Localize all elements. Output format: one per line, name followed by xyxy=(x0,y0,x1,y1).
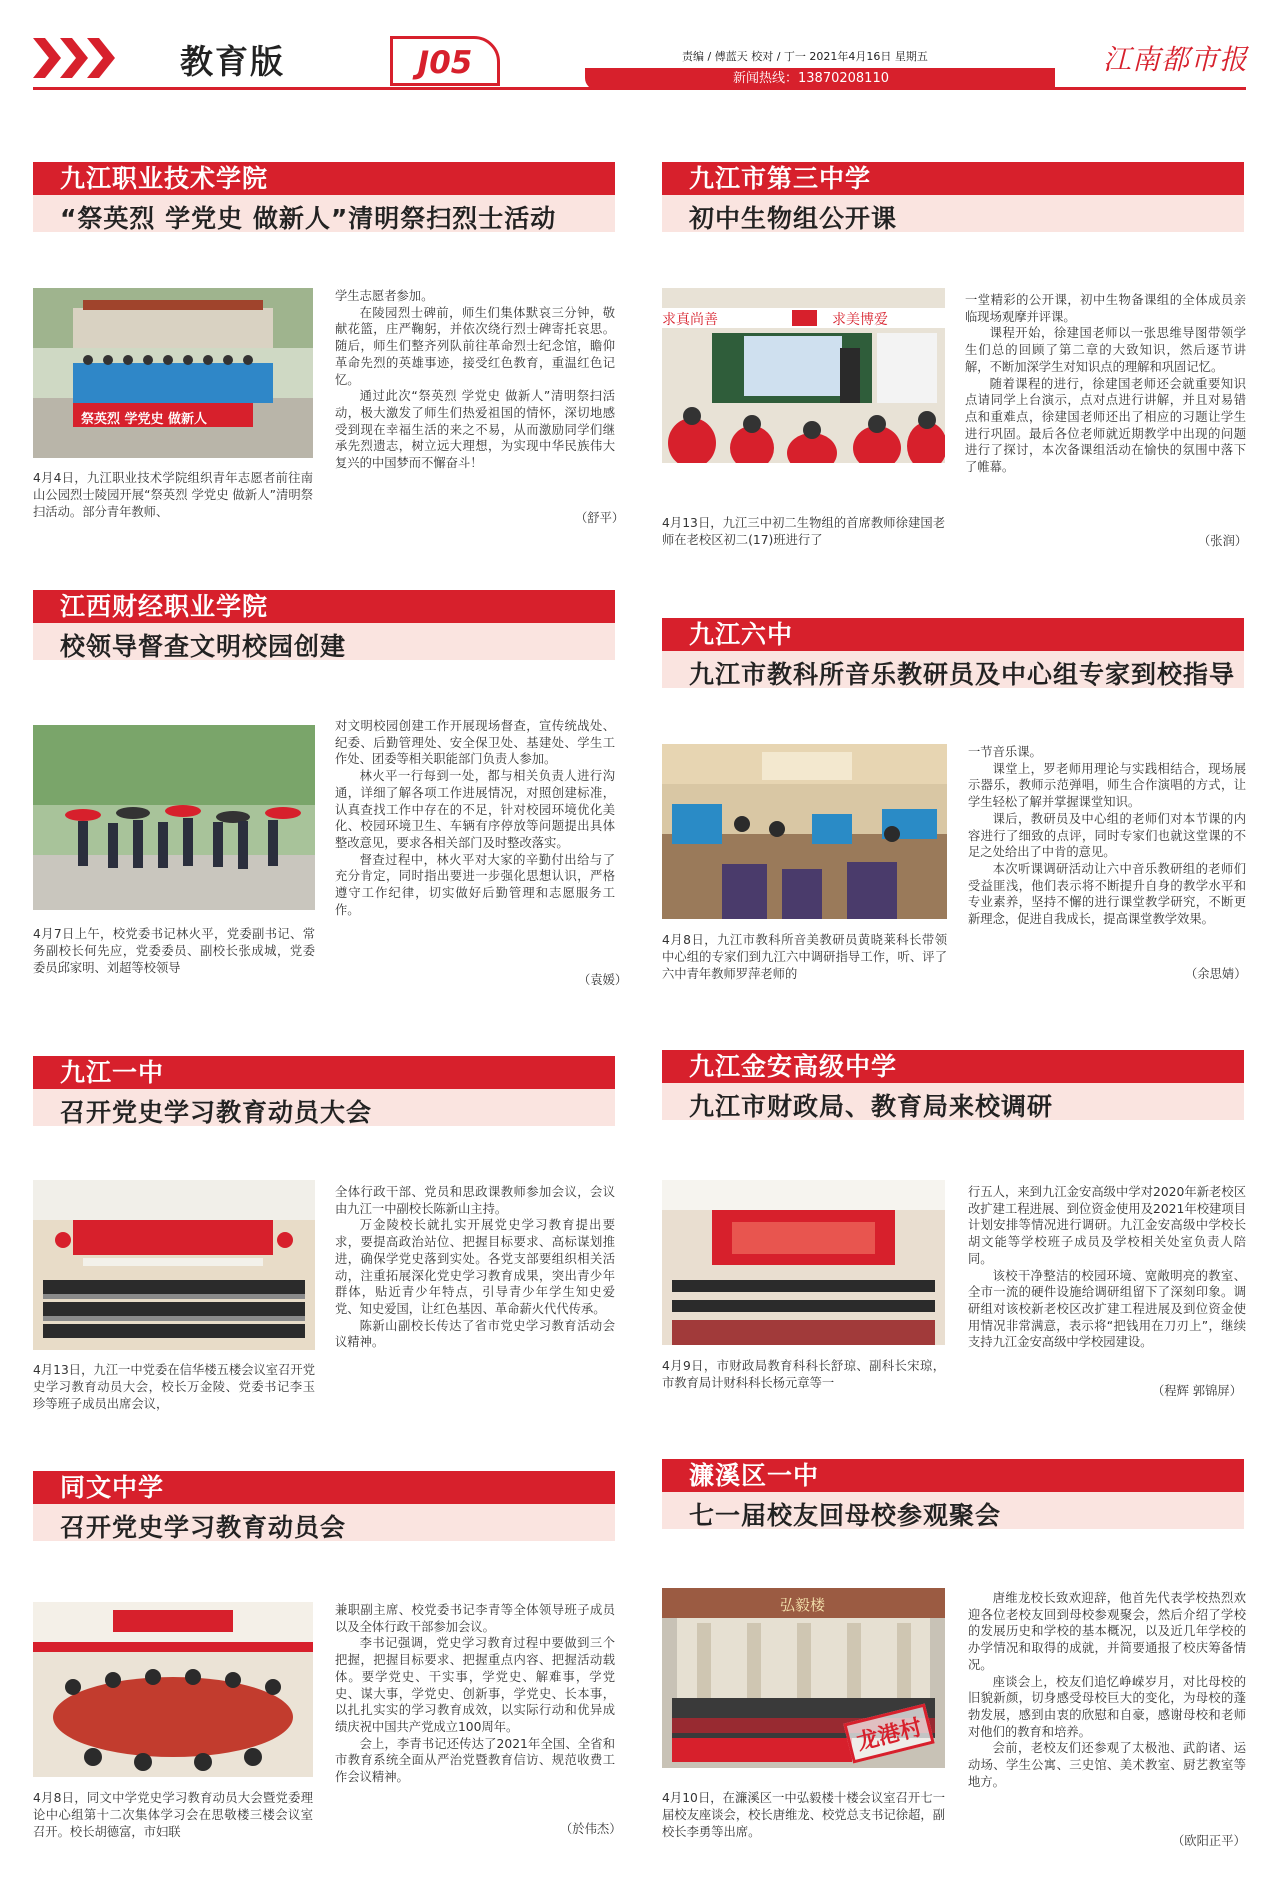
chevron-right-icon xyxy=(87,38,115,78)
article-school: 同文中学 xyxy=(33,1471,615,1504)
article-body xyxy=(968,744,1246,928)
article-body xyxy=(335,288,615,472)
article-headline: 召开党史学习教育动员大会 xyxy=(60,1098,373,1127)
article-paragraph: 该校干净整洁的校园环境、宽敞明亮的教室、全市一流的硬件设施给调研组留下了深刻印象。调研组对该校新老校区改扩建工程进展及到位资金使用情况非常满意，表示将“把钱用在刀刃上”，继续支持九江金安高级中学校园建设。 xyxy=(968,1268,1246,1350)
article-school: 九江六中 xyxy=(662,618,1244,651)
article-banner xyxy=(33,162,615,232)
article-school: 江西财经职业学院 xyxy=(33,590,615,623)
article-paragraph: 林火平一行每到一处，都与相关负责人进行沟通，详细了解各项工作进展情况，对照创建标准，认真查找工作中存在的不足，针对校园环境优化美化、校园环境卫生、车辆有序停放等问题提出具体整改意见，要求各相关部门及时整改落实。 xyxy=(335,769,615,850)
article-headline: “祭英烈 学党史 做新人”清明祭扫烈士活动 xyxy=(60,204,557,233)
article-paragraph: 本次听课调研活动让六中音乐教研组的老师们受益匪浅，他们表示将不断提升自身的教学水平和专业素养，坚持不懈的进行课堂教学研究，不断更新理念，促进自我成长，提高课堂教学效果。 xyxy=(968,861,1246,927)
article-photo xyxy=(33,1180,315,1350)
article-paragraph: 会前，老校友们还参观了太极池、武韵诸、运动场、学生公寓、三史馆、美术教室、厨艺教室等地方。 xyxy=(968,1741,1246,1789)
article-photo xyxy=(662,288,945,463)
photo-caption: 4月7日上午，校党委书记林火平，党委副书记、常务副校长何先应，党委委员、副校长张成城，党委委员邱家明、刘超等校领导 xyxy=(33,927,315,975)
article-headline: 七一届校友回母校参观聚会 xyxy=(689,1501,1002,1530)
article-headline: 校领导督查文明校园创建 xyxy=(60,632,347,661)
article-paragraph: 一节音乐课。 xyxy=(968,745,1042,759)
photo-caption: 4月10日，在濂溪区一中弘毅楼十楼会议室召开七一届校友座谈会，校长唐维龙、校党总支书记徐超，副校长李勇等出席。 xyxy=(662,1791,945,1839)
article-photo xyxy=(33,1602,313,1777)
article-body xyxy=(965,292,1246,476)
article-paragraph: 会上，李青书记还传达了2021年全国、全省和市教育系统全面从严治党暨教育信访、规范收费工作会议精神。 xyxy=(335,1736,615,1785)
article-headline: 九江市财政局、教育局来校调研 xyxy=(689,1092,1054,1121)
article-paragraph: 万金陵校长就扎实开展党史学习教育提出要求，要提高政治站位、把握目标要求、高标谋划推进，确保学党史落到实处。各党支部要组织相关活动，注重拓展深化党史学习教育成果，突出青少年群体，贴近青少年特点，引导青少年学生知史爱党、知史爱国，让红色基因、革命薪火代代传承。 xyxy=(335,1218,615,1316)
article-author: （舒平） xyxy=(575,511,625,525)
photo-caption: 4月8日，同文中学党史学习教育动员大会暨党委理论中心组第十二次集体学习会在思敬楼三楼会议室召开。校长胡德富，市妇联 xyxy=(33,1791,313,1839)
page-number: J05 xyxy=(390,36,500,86)
article-photo xyxy=(33,288,313,458)
article-paragraph: 随着课程的进行，徐建国老师还会就重要知识点请同学上台演示，点对点进行讲解，并且对易错点和重难点，徐建国老师还出了相应的习题让学生进行巩固。最后各位老师就近期教学中出现的问题进行了探讨，本次备课组活动在愉快的氛围中落下了帷幕。 xyxy=(965,376,1246,475)
article-paragraph: 课堂上，罗老师用理论与实践相结合，现场展示器乐，教师示范弹唱，师生合作演唱的方式，让学生轻松了解并掌握课堂知识。 xyxy=(968,761,1246,810)
section-title: 教育版 xyxy=(180,42,285,81)
article-author: （欧阳正平） xyxy=(1172,1834,1246,1848)
photo-caption: 4月13日，九江一中党委在信华楼五楼会议室召开党史学习教育动员大会，校长万金陵、党委书记李玉珍等班子成员出席会议， xyxy=(33,1363,315,1411)
editor-credits: 责编 / 傅蓝天 校对 / 丁一 2021年4月16日 星期五 xyxy=(682,50,928,63)
article-paragraph: 行五人，来到九江金安高级中学对2020年新老校区改扩建工程进展、到位资金使用及2021年校建项目计划安排等情况进行调研。九江金安高级中学校长胡文能等学校班子成员及学校相关处室负责人陪同。 xyxy=(968,1185,1246,1266)
article-school: 九江金安高级中学 xyxy=(662,1050,1244,1083)
photo-caption: 4月13日，九江三中初二生物组的首席教师徐建国老师在老校区初二(17)班进行了 xyxy=(662,516,945,547)
article-paragraph: 对文明校园创建工作开展现场督查，宣传统战处、纪委、后勤管理处、安全保卫处、基建处、学生工作处、团委等相关职能部门负责人参加。 xyxy=(335,719,615,767)
article-body xyxy=(968,1184,1246,1351)
article-banner xyxy=(33,590,615,660)
article-photo xyxy=(33,725,315,910)
article-banner xyxy=(33,1471,615,1541)
photo-gate-text: 弘毅楼 xyxy=(780,1596,826,1614)
article-school: 九江一中 xyxy=(33,1056,615,1089)
article-author: （余思婧） xyxy=(1185,967,1247,981)
article-headline: 召开党史学习教育动员会 xyxy=(60,1513,347,1542)
chevron-right-icon xyxy=(60,38,88,78)
article-paragraph: 通过此次“祭英烈 学党史 做新人”清明祭扫活动，极大激发了师生们热爱祖国的情怀，深切地感受到现在幸福生活的来之不易，从而激励同学们继承先烈遗志，树立远大理想，为实现中华民族伟大复兴的中国梦而不懈奋斗！ xyxy=(335,389,615,471)
article-paragraph: 一堂精彩的公开课，初中生物备课组的全体成员亲临现场观摩并评课。 xyxy=(965,293,1246,324)
article-banner xyxy=(662,1050,1244,1120)
article-paragraph: 李书记强调，党史学习教育过程中要做到三个把握，把握目标要求、把握重点内容、把握活动载体。要学党史、干实事，学党史、解难事，学党史、谋大事，学党史、创新事，学党史、长本事，以扎扎实实的学习教育成效，以实际行动和优异成绩庆祝中国共产党成立100周年。 xyxy=(335,1636,615,1734)
article-school: 濂溪区一中 xyxy=(662,1459,1244,1492)
article-paragraph: 学生志愿者参加。 xyxy=(335,289,434,303)
photo-board-text: 求美博爱 xyxy=(832,312,888,328)
article-author: （於伟杰） xyxy=(560,1822,622,1836)
article-school: 九江市第三中学 xyxy=(662,162,1244,195)
article-paragraph: 督查过程中，林火平对大家的辛勤付出给与了充分肯定，同时指出要进一步强化思想认识，严格遵守工作纪律，切实做好后勤管理和志愿服务工作。 xyxy=(335,852,615,917)
article-paragraph: 课程开始，徐建国老师以一张思维导图带领学生们总的回顾了第二章的大致知识，然后逐节讲解，不断加深学生对知识点的理解和巩固记忆。 xyxy=(965,326,1246,374)
photo-stamp: 龙港村 xyxy=(843,1703,934,1763)
photo-board-text: 求真尚善 xyxy=(662,312,718,328)
article-author: （袁媛） xyxy=(578,973,628,987)
article-headline: 九江市教科所音乐教研员及中心组专家到校指导 xyxy=(689,660,1236,689)
article-photo xyxy=(662,744,947,919)
article-paragraph: 在陵园烈士碑前，师生们集体默哀三分钟，敬献花篮，庄严鞠躬，并依次绕行烈士碑寄托哀思。随后，师生们整齐列队前往革命烈士纪念馆，瞻仰革命先烈的英雄事迹，接受红色教育，重温红色记忆。 xyxy=(335,305,615,387)
article-author: （张润） xyxy=(1198,534,1248,548)
article-banner xyxy=(662,162,1244,232)
article-banner xyxy=(662,1459,1244,1529)
article-photo xyxy=(662,1180,945,1345)
article-paragraph: 课后，教研员及中心组的老师们对本节课的内容进行了细致的点评，同时专家们也就这堂课的不足之处给出了中肯的意见。 xyxy=(968,811,1246,860)
article-body xyxy=(335,718,615,918)
photo-banner-text: 祭英烈 学党史 做新人 xyxy=(81,412,208,427)
photo-caption: 4月4日，九江职业技术学院组织青年志愿者前往南山公园烈士陵园开展“祭英烈 学党史 做新人”清明祭扫活动。部分青年教师、 xyxy=(33,471,313,519)
article-headline: 初中生物组公开课 xyxy=(689,204,898,233)
news-hotline: 新闻热线：13870208110 xyxy=(585,68,1055,90)
photo-caption: 4月9日，市财政局教育科科长舒琼、副科长宋琼，市教育局计财科科长杨元章等一 xyxy=(662,1359,945,1390)
article-body xyxy=(335,1602,615,1786)
article-paragraph: 唐维龙校长致欢迎辞，他首先代表学校热烈欢迎各位老校友回到母校参观聚会，然后介绍了学校的发展历史和学校的基本概况，以及近几年学校的办学情况和取得的成就，并简要通报了校庆筹备情况。 xyxy=(968,1591,1246,1672)
article-body xyxy=(335,1184,615,1351)
article-paragraph: 全体行政干部、党员和思政课教师参加会议，会议由九江一中副校长陈新山主持。 xyxy=(335,1185,615,1216)
article-school: 九江职业技术学院 xyxy=(33,162,615,195)
article-banner xyxy=(662,618,1244,688)
article-body xyxy=(968,1590,1246,1790)
article-paragraph: 陈新山副校长传达了省市党史学习教育活动会议精神。 xyxy=(335,1318,615,1350)
newspaper-logo: 江南都市报 xyxy=(1103,43,1249,76)
article-banner xyxy=(33,1056,615,1126)
photo-caption: 4月8日，九江市教科所音美教研员黄晓莱科长带领中心组的专家们到九江六中调研指导工作，听、评了六中青年教师罗萍老师的 xyxy=(662,933,947,981)
article-paragraph: 座谈会上，校友们追忆峥嵘岁月，对比母校的旧貌新颜，切身感受母校巨大的变化，为母校的蓬勃发展，感到由衷的欣慰和自豪，感谢母校和老师对他们的教育和培养。 xyxy=(968,1674,1246,1739)
article-author: （程辉 郭锦屏） xyxy=(1152,1384,1242,1398)
article-photo xyxy=(662,1588,945,1768)
article-paragraph: 兼职副主席、校党委书记李青等全体领导班子成员以及全体行政干部参加会议。 xyxy=(335,1603,615,1634)
chevron-right-icon xyxy=(33,38,61,78)
